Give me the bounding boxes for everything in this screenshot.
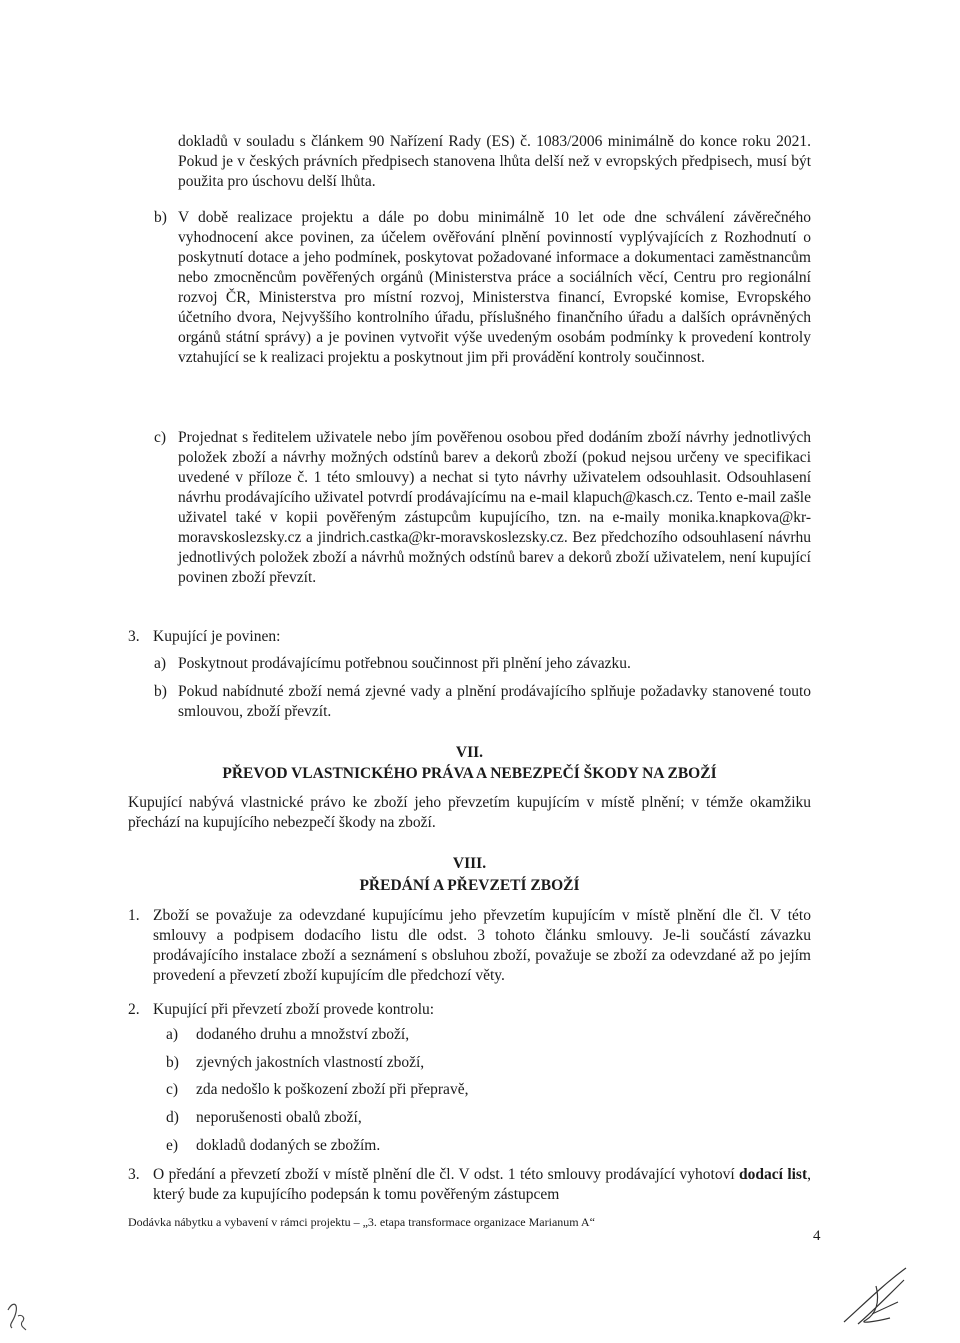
section-8-p2-label: 2. xyxy=(128,1001,140,1018)
check-item-a-label: a) xyxy=(166,1026,179,1043)
check-item-a-text: dodaného druhu a množství zboží, xyxy=(196,1026,410,1043)
section-8-p3-label: 3. xyxy=(128,1166,140,1183)
check-item-c-text: zda nedošlo k poškození zboží při přepravě, xyxy=(196,1081,469,1098)
point-3a-text: Poskytnout prodávajícímu potřebnou součinnost při plnění jeho závazku. xyxy=(178,655,631,672)
section-8-p2-text: Kupující při převzetí zboží provede kontrolu: xyxy=(153,1001,435,1018)
section-8-number: VIII. xyxy=(452,855,487,872)
item-c-text: Projednat s ředitelem uživatele nebo jím pověřenou osobou před dodáním zboží návrhy jednotlivých položek zboží a návrhy možných odstínů barev a dekorů zboží (pokud nejsou určeny ve specifikaci uvedené v příloze č. 1 této smlouvy) a nechat si tyto návrhy uživatelem odsouhlasit. Odsouhlasení návrhu prodávajícího uživatel potvrdí prodávajícímu na e-mail klapuch@kasch.cz. Tento e-mail zašle uživatel také v kopii pověřeným zástupcům kupujícího, tzn. na e-maily monika.knapkova@kr-moravskoslezsky.cz a jindrich.castka@kr-moravskoslezsky.cz. Bez předchozího odsouhlasení návrhu jednotlivých položek zboží a návrhů možných odstínů barev a dekorů zboží uživatelem, není kupující povinen zboží převzít. xyxy=(178,429,811,586)
check-item-d-text: neporušenosti obalů zboží, xyxy=(196,1109,362,1126)
margin-scribble xyxy=(2,1300,32,1336)
section-7-title: PŘEVOD VLASTNICKÉHO PRÁVA A NEBEZPEČÍ ŠKODY NA ZBOŽÍ xyxy=(222,765,717,782)
section-7-text: Kupující nabývá vlastnické právo ke zboží jeho převzetím kupujícím v místě plnění; v témže okamžiku přechází na kupujícího nebezpečí škody na zboží. xyxy=(128,794,811,831)
check-item-b-label: b) xyxy=(166,1054,179,1071)
point-3a-label: a) xyxy=(154,655,167,672)
p3-bold-dodaci-list: dodací list xyxy=(739,1166,808,1183)
p3-text-before: O předání a převzetí zboží v místě plnění dle čl. V odst. 1 této smlouvy prodávající vyhotoví xyxy=(153,1166,735,1183)
item-b-text: V době realizace projektu a dále po dobu minimálně 10 let ode dne schválení závěrečného vyhodnocení akce povinen, za účelem ověřování plnění povinností vyplývajících z Rozhodnutí o poskytnutí dotace a jeho podmínek, poskytovat požadované informace a dokumentaci zaměstnancům nebo zmocněncům pověřených orgánů (Ministerstva práce a sociálních věcí, Centru pro regionální rozvoj ČR, Ministerstva pro místní rozvoj, Ministerstva financí, Evropské komise, Evropského účetního dvora, Nejvyššího kontrolního úřadu, příslušného finančního úřadu a dalších oprávněných orgánů státní správy) a je povinen vytvořit výše uvedeným osobám podmínky k provedení kontroly vztahující se k realizaci projektu a poskytnout jim při provádění kontroly součinnost. xyxy=(178,209,811,366)
item-b-label: b) xyxy=(154,209,167,226)
section-8-p1-label: 1. xyxy=(128,907,140,924)
point-3-label: 3. xyxy=(128,628,140,645)
section-8-title: PŘEDÁNÍ A PŘEVZETÍ ZBOŽÍ xyxy=(359,877,580,894)
point-3b-text: Pokud nabídnuté zboží nemá zjevné vady a plnění prodávajícího splňuje požadavky stanovené touto smlouvou, zboží převzít. xyxy=(178,683,811,720)
footer-text: Dodávka nábytku a vybavení v rámci projektu – „3. etapa transformace organizace Marianum A“ xyxy=(128,1215,595,1229)
p3-text-after: , který bude za kupujícího podepsán k tomu pověřeným zástupcem xyxy=(153,1166,811,1203)
point-3-text: Kupující je povinen: xyxy=(153,628,281,645)
check-item-d-label: d) xyxy=(166,1109,179,1126)
item-c-label: c) xyxy=(154,429,167,446)
section-7-number: VII. xyxy=(455,744,484,761)
check-item-e-text: dokladů dodaných se zbožím. xyxy=(196,1137,381,1154)
signature-mark xyxy=(836,1262,926,1334)
continuation-paragraph: dokladů v souladu s článkem 90 Nařízení Rady (ES) č. 1083/2006 minimálně do konce roku 2021. Pokud je v českých právních předpisech stanovena lhůta delší než v evropských předpisech, musí být použita pro úschovu delší lhůta. xyxy=(178,133,811,190)
section-8-p1-text: Zboží se považuje za odevzdané kupujícímu jeho převzetím kupujícím v místě plnění dle čl. V této smlouvy a podpisem dodacího listu dle odst. 3 tohoto článku smlouvy. Je-li součástí závazku prodávajícího instalace zboží a seznámení s obsluhou zboží, považuje se zboží za odevzdané až po jejím provedení a převzetí zboží kupujícím dle předchozí věty. xyxy=(153,907,811,984)
page-number: 4 xyxy=(813,1228,821,1244)
check-item-b-text: zjevných jakostních vlastností zboží, xyxy=(196,1054,425,1071)
check-item-c-label: c) xyxy=(166,1081,179,1098)
section-8-p3-text xyxy=(153,1165,811,1205)
point-3b-label: b) xyxy=(154,683,167,700)
check-item-e-label: e) xyxy=(166,1137,179,1154)
